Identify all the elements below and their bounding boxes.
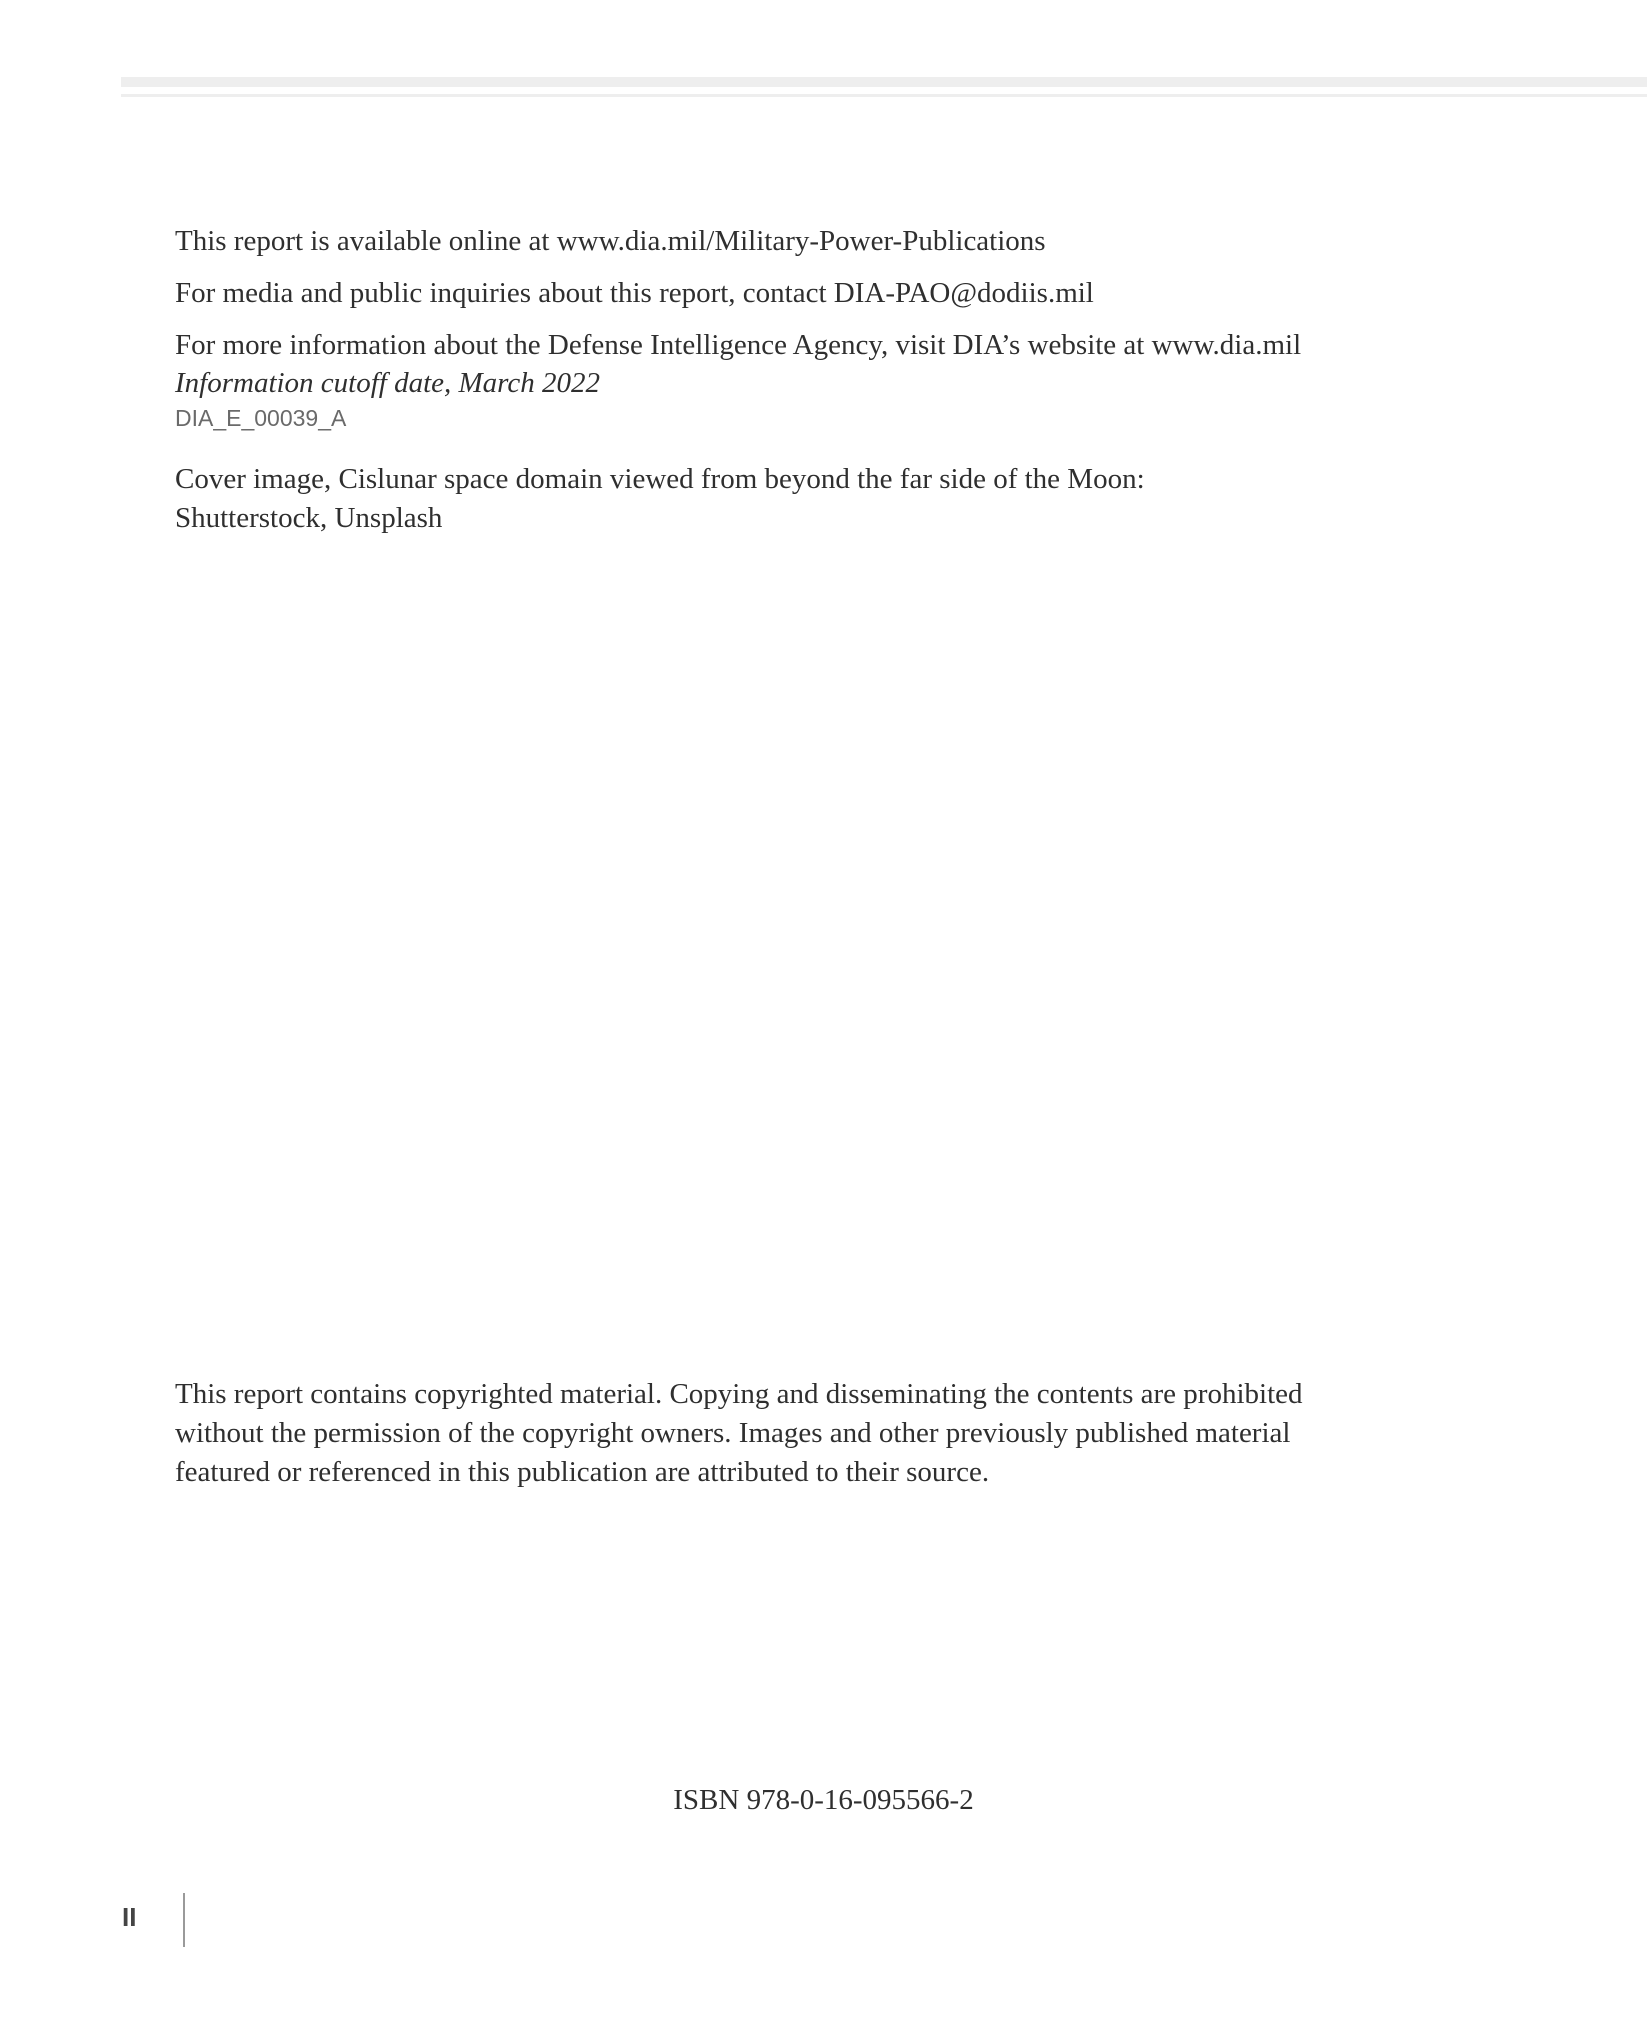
header-rule-thin xyxy=(121,94,1647,97)
media-contact-text: For media and public inquiries about this report, contact DIA-PAO@dodiis.mil xyxy=(175,277,1094,309)
cutoff-date-text: Information cutoff date, March 2022 xyxy=(175,367,601,399)
page-number: II xyxy=(122,1902,137,1932)
cover-credit xyxy=(175,460,1145,538)
document-id: DIA_E_00039_A xyxy=(175,405,347,431)
copyright-notice-line: featured or referenced in this publication are attributed to their source. xyxy=(175,1456,990,1488)
copyright-notice-line: This report contains copyrighted material. Copying and disseminating the contents are prohibited xyxy=(175,1378,1303,1410)
page-number-divider xyxy=(183,1893,185,1947)
isbn-number: ISBN 978-0-16-095566-2 xyxy=(673,1784,974,1816)
more-info-text: For more information about the Defense Intelligence Agency, visit DIA’s website at www.dia.mil xyxy=(175,329,1302,361)
online-availability-text: This report is available online at www.dia.mil/Military-Power-Publications xyxy=(175,225,1046,257)
cover-credit-line: Shutterstock, Unsplash xyxy=(175,502,443,534)
header-rule-thick xyxy=(121,77,1647,87)
cover-credit-line: Cover image, Cislunar space domain viewed from beyond the far side of the Moon: xyxy=(175,463,1145,495)
copyright-notice xyxy=(175,1375,1303,1492)
copyright-notice-line: without the permission of the copyright owners. Images and other previously published material xyxy=(175,1417,1291,1449)
